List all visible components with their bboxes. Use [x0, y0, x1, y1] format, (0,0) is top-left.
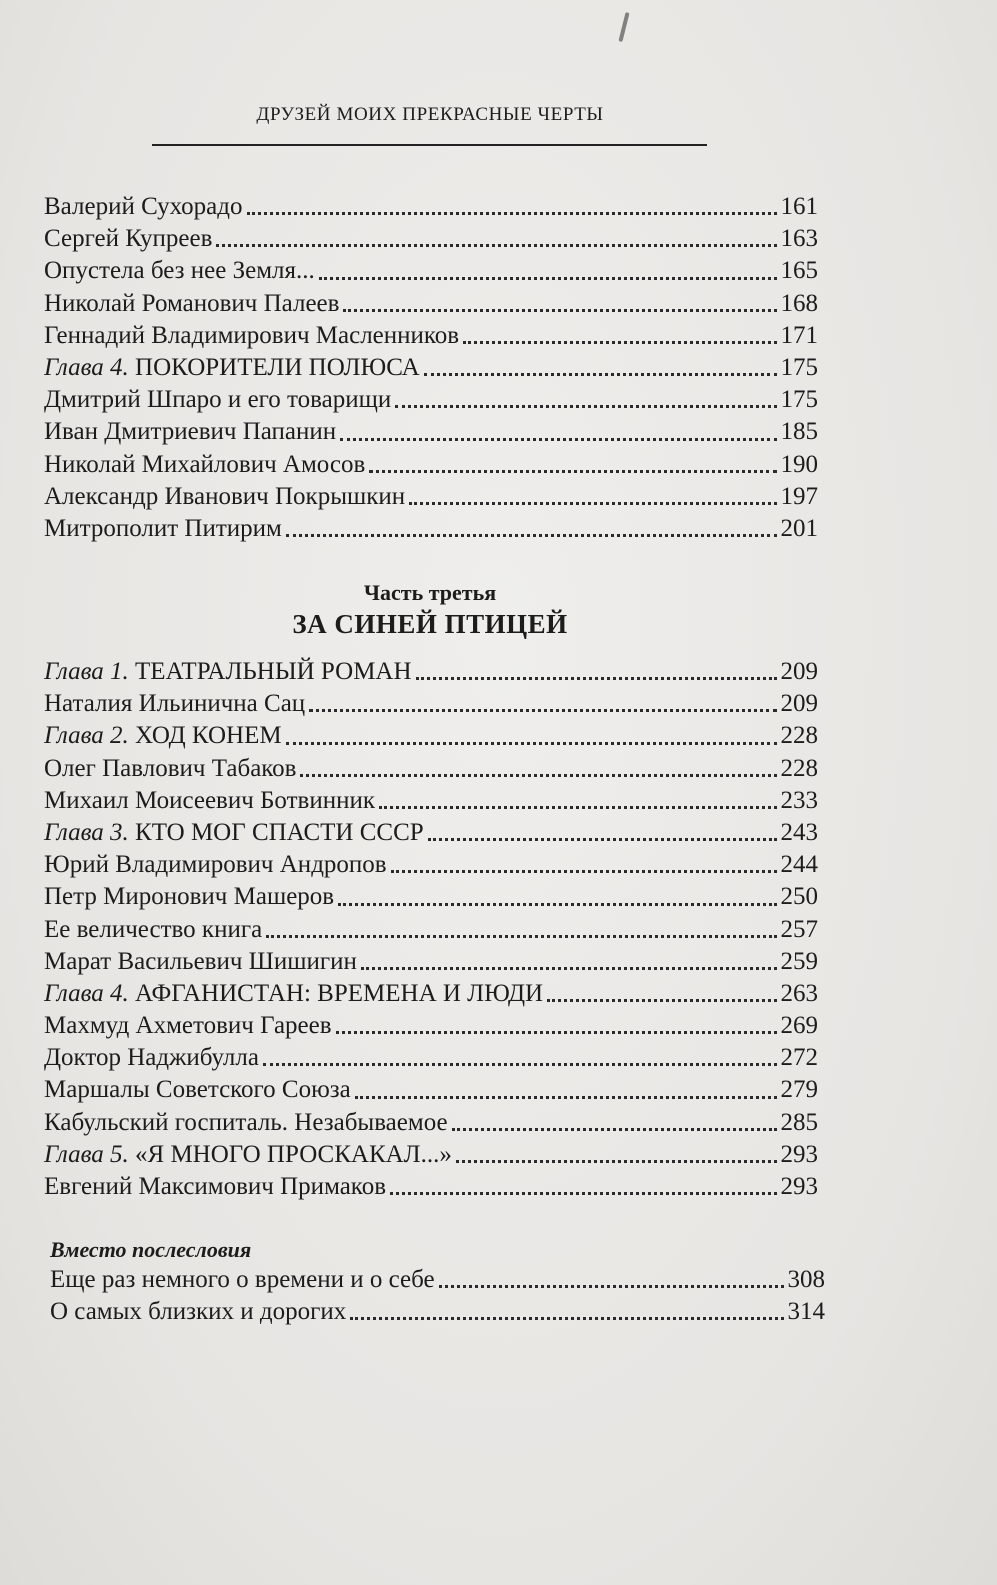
toc-entry-title: Николай Романович Палеев: [44, 289, 340, 317]
toc-entry-title: Доктор Наджибулла: [44, 1044, 259, 1072]
dot-leader: [439, 1285, 784, 1288]
toc-entry: [44, 914, 818, 946]
toc-entry-label: [44, 849, 387, 881]
toc-entry: [44, 481, 818, 513]
toc-page-number: 171: [780, 321, 818, 349]
toc-page-number: 161: [780, 193, 818, 220]
toc-page-number: 243: [780, 818, 818, 846]
toc-page-number: 279: [780, 1076, 818, 1104]
toc-entry-label: [44, 416, 336, 448]
toc-entry-label: [44, 288, 339, 320]
toc-entry-title: Маршалы Советского Союза: [44, 1076, 351, 1104]
toc-entry-title: Кабульский госпиталь. Незабываемое: [44, 1108, 448, 1136]
toc-page-number: 269: [780, 1012, 818, 1040]
toc-entry-title: Дмитрий Шпаро и его товарищи: [44, 386, 392, 414]
toc-entry: [44, 785, 818, 817]
toc-list-part-three: [44, 656, 818, 1203]
toc-entry-label: [44, 513, 282, 545]
dot-leader: [340, 438, 776, 441]
toc-entry: [44, 849, 818, 881]
dot-leader: [379, 806, 777, 809]
toc-entry-label: [44, 384, 391, 416]
toc-entry-label: [44, 481, 405, 513]
dot-leader: [355, 1096, 777, 1099]
toc-entry-label: [44, 978, 543, 1010]
dot-leader: [547, 999, 776, 1002]
toc-entry-title: Еще раз немного о времени и о себе: [50, 1266, 435, 1293]
dot-leader: [395, 405, 776, 408]
toc-page-number: 190: [780, 450, 818, 478]
toc-entry: [44, 416, 818, 448]
toc-page-number: 228: [780, 722, 818, 750]
dot-leader: [300, 774, 776, 777]
toc-entry: [44, 978, 818, 1010]
toc-entry: [50, 1264, 825, 1296]
toc-entry: [44, 946, 818, 978]
toc-entry-label: [44, 817, 424, 849]
toc-entry-label: [44, 223, 212, 255]
running-title: ДРУЗЕЙ МОИХ ПРЕКРАСНЫЕ ЧЕРТЫ: [256, 104, 604, 125]
toc-entry: [44, 288, 818, 320]
toc-entry: [44, 688, 818, 720]
toc-page-number: 197: [780, 482, 818, 510]
toc-entry-title: АФГАНИСТАН: ВРЕМЕНА И ЛЮДИ: [135, 979, 544, 1007]
dot-leader: [463, 341, 776, 344]
dot-leader: [390, 1192, 777, 1195]
toc-entry: [44, 656, 818, 688]
toc-entry: [44, 817, 818, 849]
toc-entry: [44, 1042, 818, 1074]
dot-leader: [350, 1317, 783, 1320]
toc-entry-label: [44, 656, 412, 688]
toc-page-number: 163: [780, 225, 818, 253]
toc-list-part-two: [44, 191, 818, 545]
toc-entry-label: [44, 946, 357, 978]
toc-page-number: 314: [787, 1298, 825, 1326]
toc-chapter-number: Глава 4.: [44, 979, 129, 1007]
toc-page-number: 293: [780, 1140, 818, 1168]
toc-entry-label: [44, 320, 459, 352]
toc-entry-label: [50, 1264, 435, 1296]
dot-leader: [428, 838, 777, 841]
toc-entry-title: Валерий Сухорадо: [44, 193, 243, 220]
toc-entry: [44, 1010, 818, 1042]
toc-entry: [44, 191, 818, 223]
afterword-heading: Вместо послесловия: [50, 1237, 252, 1262]
toc-page-number: 272: [780, 1044, 818, 1072]
toc-entry: [44, 1074, 818, 1106]
toc-page-number: 228: [780, 754, 818, 782]
toc-entry-label: [44, 449, 365, 481]
part-title: ЗА СИНЕЙ ПТИЦЕЙ: [292, 609, 568, 639]
toc-entry: [44, 352, 818, 384]
toc-entry: [44, 449, 818, 481]
toc-entry: [44, 881, 818, 913]
toc-chapter-number: Глава 5.: [44, 1140, 129, 1168]
toc-entry-label: [44, 1074, 351, 1106]
toc-entry: [44, 1107, 818, 1139]
dot-leader: [391, 870, 777, 873]
dot-leader: [409, 502, 776, 505]
toc-entry-title: Петр Миронович Машеров: [44, 883, 335, 911]
toc-entry-title: Геннадий Владимирович Масленников: [44, 321, 460, 349]
toc-entry-title: ТЕАТРАЛЬНЫЙ РОМАН: [135, 658, 412, 685]
toc-entry-label: [44, 1107, 448, 1139]
toc-list-afterword: [50, 1264, 825, 1328]
toc-entry-title: Опустела без нее Земля...: [44, 257, 315, 285]
toc-page-number: 233: [780, 786, 818, 814]
toc-entry-title: «Я МНОГО ПРОСКАКАЛ...»: [135, 1140, 452, 1168]
dot-leader: [216, 244, 776, 247]
toc-entry-title: Иван Дмитриевич Папанин: [44, 418, 337, 446]
toc-entry: [44, 255, 818, 287]
toc-entry-title: Ее величество книга: [44, 915, 263, 943]
toc-entry-label: [44, 914, 262, 946]
dot-leader: [456, 1160, 777, 1163]
toc-entry-title: КТО МОГ СПАСТИ СССР: [135, 818, 424, 846]
toc-entry: [44, 223, 818, 255]
toc-page-number: 185: [780, 418, 818, 446]
dot-leader: [361, 967, 777, 970]
toc-entry-label: [44, 881, 334, 913]
toc-entry-title: ХОД КОНЕМ: [135, 722, 282, 750]
toc-page-number: 293: [780, 1173, 818, 1200]
dot-leader: [266, 935, 776, 938]
toc-entry-label: [44, 688, 305, 720]
toc-entry: [44, 720, 818, 752]
toc-page-number: 209: [780, 690, 818, 718]
toc-chapter-number: Глава 3.: [44, 818, 129, 846]
toc-entry-label: [44, 352, 420, 384]
toc-entry-title: Марат Васильевич Шишигин: [44, 947, 357, 975]
toc-page-number: 168: [780, 289, 818, 317]
toc-entry: [50, 1296, 825, 1328]
toc-entry-label: [44, 1171, 386, 1203]
toc-page-number: 165: [780, 257, 818, 285]
toc-entry-title: Сергей Купреев: [44, 225, 213, 253]
dot-leader: [369, 470, 776, 473]
dot-leader: [263, 1063, 777, 1066]
dot-leader: [452, 1128, 777, 1131]
toc-chapter-number: Глава 2.: [44, 722, 129, 750]
toc-page-number: 175: [780, 386, 818, 414]
toc-page-number: 263: [780, 979, 818, 1007]
toc-entry: [44, 513, 818, 545]
toc-entry-title: Евгений Максимович Примаков: [44, 1173, 386, 1200]
toc-entry: [44, 753, 818, 785]
dot-leader: [309, 709, 776, 712]
toc-entry-title: Олег Павлович Табаков: [44, 754, 297, 782]
dot-leader: [247, 212, 777, 215]
toc-entry-title: Николай Михайлович Амосов: [44, 450, 366, 478]
toc-page-number: 201: [780, 514, 818, 542]
toc-page-number: 244: [780, 851, 818, 879]
dot-leader: [286, 534, 777, 537]
toc-page-number: 259: [780, 947, 818, 975]
dot-leader: [319, 277, 777, 280]
toc-entry: [44, 320, 818, 352]
dot-leader: [424, 373, 777, 376]
toc-entry-label: [44, 785, 375, 817]
dot-leader: [416, 677, 777, 680]
toc-entry-label: [50, 1296, 346, 1328]
toc-entry-title: Александр Иванович Покрышкин: [44, 482, 406, 510]
toc-entry: [44, 384, 818, 416]
toc-entry-title: Михаил Моисеевич Ботвинник: [44, 786, 375, 814]
dot-leader: [343, 309, 776, 312]
toc-entry-label: [44, 191, 243, 223]
toc-entry-label: [44, 720, 282, 752]
toc-entry: [44, 1171, 818, 1203]
toc-page-number: 257: [780, 915, 818, 943]
toc-entry-title: О самых близких и дорогих: [50, 1298, 347, 1326]
dot-leader: [336, 1031, 777, 1034]
toc-entry-label: [44, 255, 315, 287]
part-kicker: Часть третья: [363, 580, 497, 605]
toc-entry-title: ПОКОРИТЕЛИ ПОЛЮСА: [135, 353, 420, 381]
toc-chapter-number: Глава 4.: [44, 353, 129, 381]
pen-mark: [618, 12, 629, 42]
header-rule: [152, 144, 707, 146]
toc-chapter-number: Глава 1.: [44, 658, 129, 685]
toc-page-number: 285: [780, 1108, 818, 1136]
toc-entry-label: [44, 1042, 259, 1074]
toc-entry-label: [44, 1010, 332, 1042]
toc-entry-label: [44, 1139, 452, 1171]
toc-entry-title: Митрополит Питирим: [44, 514, 282, 542]
toc-page-number: 175: [780, 353, 818, 381]
toc-entry: [44, 1139, 818, 1171]
toc-entry-title: Юрий Владимирович Андропов: [44, 851, 387, 879]
dot-leader: [286, 742, 777, 745]
toc-entry-label: [44, 753, 296, 785]
toc-entry-title: Махмуд Ахметович Гареев: [44, 1012, 332, 1040]
toc-page-number: 250: [780, 883, 818, 911]
toc-page-number: 209: [780, 658, 818, 685]
dot-leader: [338, 903, 776, 906]
toc-page-number: 308: [787, 1266, 825, 1293]
toc-entry-title: Наталия Ильинична Сац: [44, 690, 306, 718]
